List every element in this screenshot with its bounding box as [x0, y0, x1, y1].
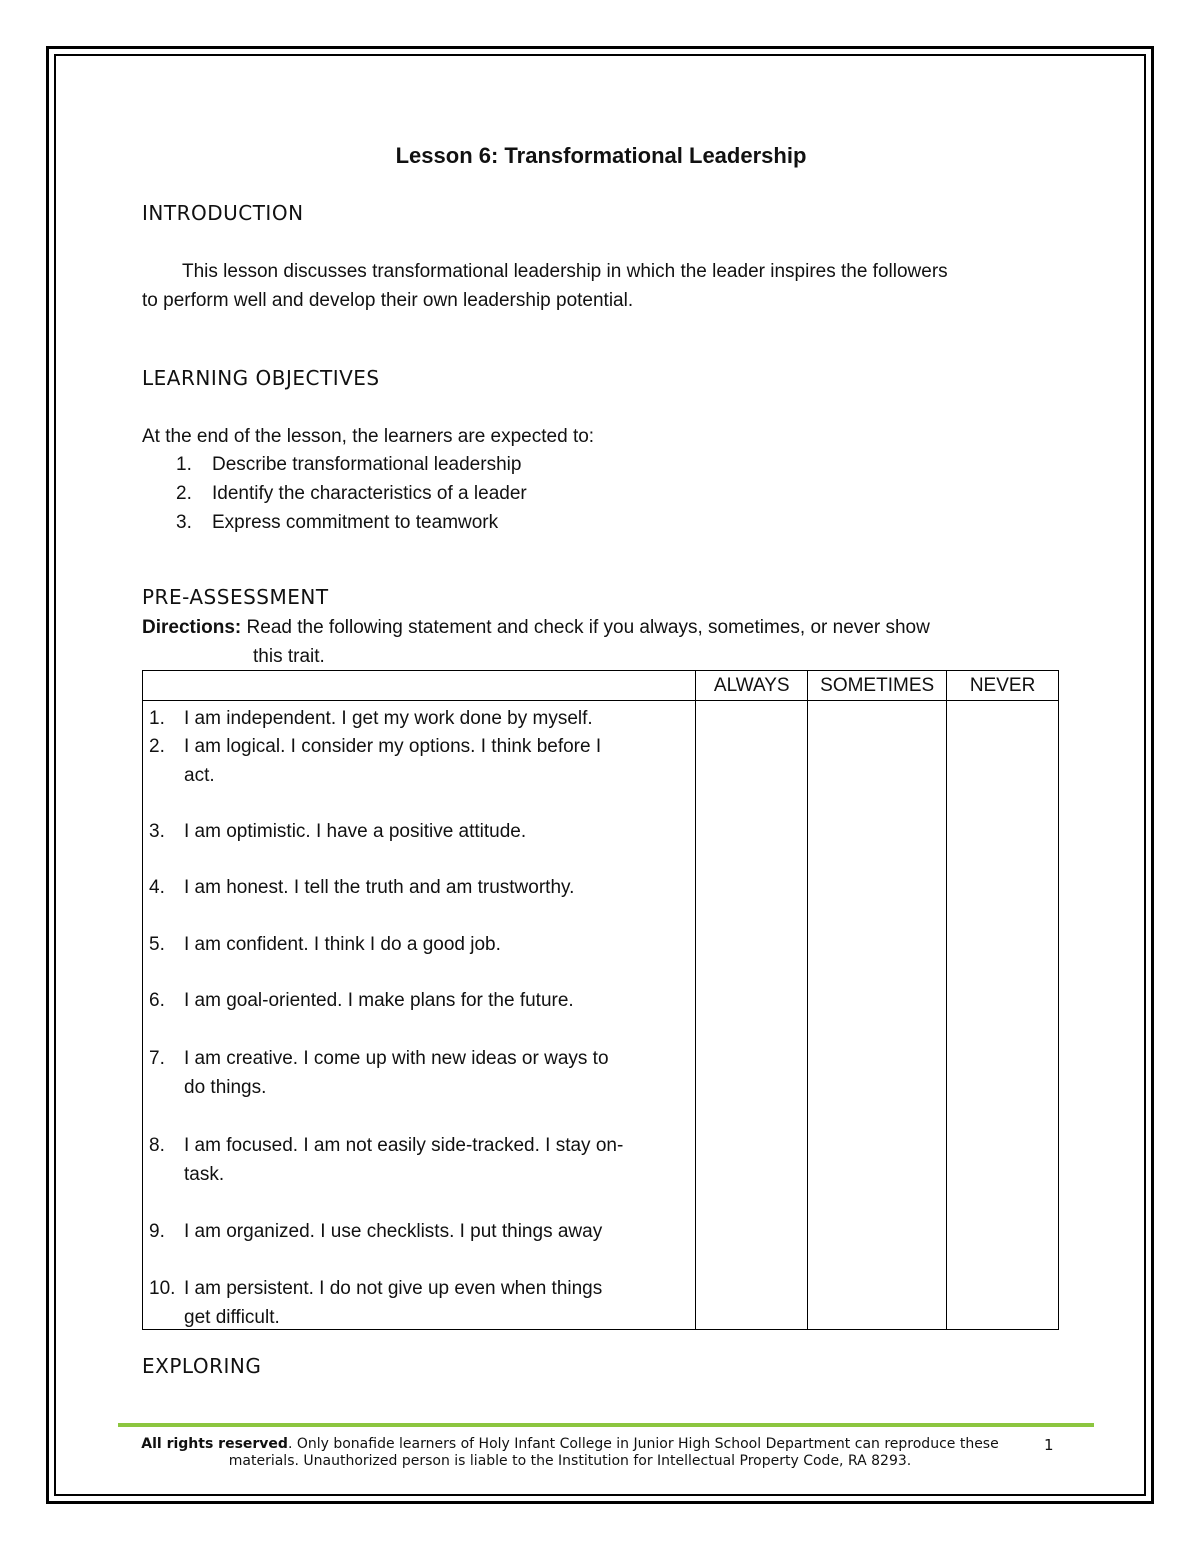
sometimes-check-cell[interactable]	[808, 701, 947, 1330]
objective-number: 3.	[176, 512, 192, 533]
introduction-line-1: This lesson discusses transformational leadership in which the leader inspires the followers	[182, 261, 948, 282]
statement-item	[149, 873, 679, 902]
statement-text: I am optimistic. I have a positive attitude.	[184, 821, 527, 842]
never-check-cell[interactable]	[947, 701, 1059, 1330]
exploring-heading: EXPLORING	[142, 1354, 262, 1378]
lesson-title: Lesson 6: Transformational Leadership	[395, 143, 807, 168]
objective-number: 2.	[176, 483, 192, 504]
objective-item	[142, 450, 527, 479]
column-header-always: ALWAYS	[696, 671, 808, 701]
introduction-heading: INTRODUCTION	[142, 201, 304, 225]
statement-text: I am persistent. I do not give up even when things	[184, 1278, 603, 1299]
statement-text: I am goal-oriented. I make plans for the future.	[184, 990, 574, 1011]
objective-number: 1.	[176, 454, 192, 475]
page-number: 1	[1044, 1436, 1054, 1454]
objective-item	[142, 479, 527, 508]
objectives-lead: At the end of the lesson, the learners are expected to:	[142, 426, 595, 447]
pre-assessment-table	[142, 670, 1059, 1330]
statements-cell	[143, 701, 696, 1330]
statement-number: 5.	[149, 934, 165, 955]
objective-text: Identify the characteristics of a leader	[212, 483, 527, 504]
statement-number: 8.	[149, 1135, 165, 1156]
statement-number: 2.	[149, 736, 165, 757]
statement-text: I am focused. I am not easily side-tracked. I stay on-	[184, 1135, 624, 1156]
column-header-statement	[143, 671, 696, 701]
always-check-cell[interactable]	[696, 701, 808, 1330]
statement-text-continued: task.	[184, 1164, 225, 1185]
statement-text: I am creative. I come up with new ideas or ways to	[184, 1048, 609, 1069]
statement-item	[149, 817, 679, 846]
directions-continued: this trait.	[253, 646, 325, 667]
footer-rights-label: All rights reserved	[141, 1436, 288, 1452]
directions	[142, 613, 1042, 671]
statement-number: 4.	[149, 877, 165, 898]
column-header-never: NEVER	[947, 671, 1059, 701]
directions-text: Read the following statement and check if you always, sometimes, or never show	[241, 617, 930, 638]
statement-number: 7.	[149, 1048, 165, 1069]
statement-item	[149, 986, 679, 1015]
footer-divider	[118, 1423, 1094, 1427]
statement-number: 10.	[149, 1278, 176, 1299]
statement-text-continued: do things.	[184, 1077, 267, 1098]
statement-number: 6.	[149, 990, 165, 1011]
statement-text-continued: act.	[184, 765, 215, 786]
statement-item	[149, 1217, 679, 1246]
directions-label: Directions:	[142, 617, 242, 638]
statement-text-continued: get difficult.	[184, 1307, 280, 1328]
table-header-row	[143, 671, 1059, 701]
pre-assessment-heading: PRE-ASSESSMENT	[142, 585, 329, 609]
statement-item	[149, 930, 679, 959]
statement-text: I am organized. I use checklists. I put things away	[184, 1221, 603, 1242]
objective-text: Describe transformational leadership	[212, 454, 522, 475]
statement-item	[149, 1131, 679, 1189]
objectives-list	[142, 450, 527, 537]
column-header-sometimes: SOMETIMES	[808, 671, 947, 701]
statement-text: I am logical. I consider my options. I think before I	[184, 736, 602, 757]
introduction-line-2: to perform well and develop their own leadership potential.	[142, 290, 634, 311]
statement-item	[149, 732, 679, 790]
objectives-heading: LEARNING OBJECTIVES	[142, 366, 380, 390]
footer-notice-text: . Only bonafide learners of Holy Infant College in Junior High School Department can reproduce these materials. Unauthorized person is liable to the Institution for Intellectual Property Code, RA 8293.	[228, 1436, 999, 1469]
introduction-text	[142, 257, 1060, 315]
statement-text: I am confident. I think I do a good job.	[184, 934, 501, 955]
objective-text: Express commitment to teamwork	[212, 512, 499, 533]
statement-item	[149, 704, 679, 733]
footer-notice	[140, 1436, 1000, 1470]
statement-number: 3.	[149, 821, 165, 842]
statement-text: I am independent. I get my work done by myself.	[184, 708, 593, 729]
statement-text: I am honest. I tell the truth and am trustworthy.	[184, 877, 575, 898]
statement-item	[149, 1274, 679, 1332]
objective-item	[142, 508, 527, 537]
statement-number: 9.	[149, 1221, 165, 1242]
table-row	[143, 701, 1059, 1330]
statement-item	[149, 1044, 679, 1102]
statement-number: 1.	[149, 708, 165, 729]
